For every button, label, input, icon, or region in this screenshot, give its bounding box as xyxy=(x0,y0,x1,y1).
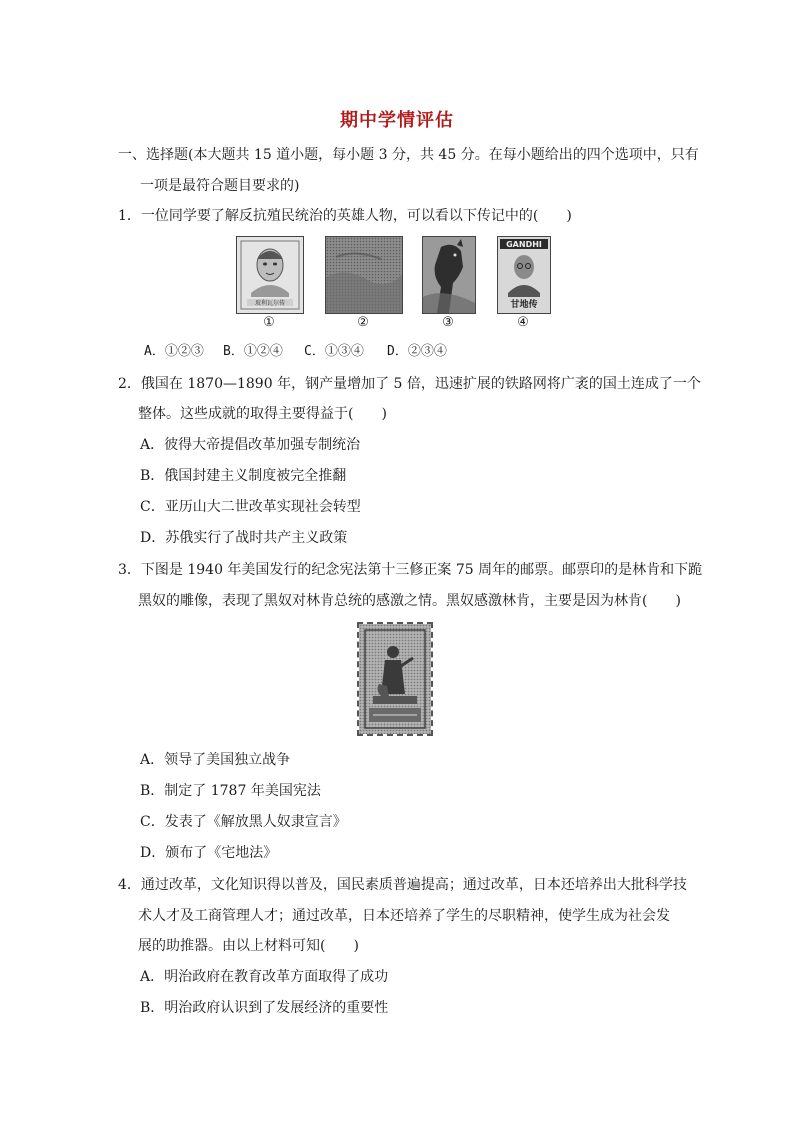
section-instructions-line2: 一项是最符合题目要求的) xyxy=(140,178,300,194)
book-cover-4 xyxy=(497,236,551,314)
book-3-caption: ③ xyxy=(442,315,454,330)
book-1-label: 玻利瓦尔传 xyxy=(254,300,286,307)
book-2-caption: ② xyxy=(357,315,369,330)
question-4-stem-line1: 4．通过改革，文化知识得以普及，国民素质普遍提高；通过改革，日本还培养出大批科学技 xyxy=(118,877,687,893)
q2-option-b: B．俄国封建主义制度被完全推翻 xyxy=(140,468,347,484)
question-3-stem-line1: 3．下图是 1940 年美国发行的纪念宪法第十三修正案 75 周年的邮票。邮票印的是林肯和下跪 xyxy=(118,562,703,578)
q4-option-b: B．明治政府认识到了发展经济的重要性 xyxy=(140,1000,389,1016)
question-1-stem: 1．一位同学要了解反抗殖民统治的英雄人物，可以看以下传记中的( ) xyxy=(118,208,572,224)
q3-option-b: B．制定了 1787 年美国宪法 xyxy=(140,783,321,799)
book-4-caption: ④ xyxy=(517,315,529,330)
q3-option-d: D．颁布了《宅地法》 xyxy=(140,845,278,861)
q1-option-d: D．②③④ xyxy=(387,344,447,359)
question-2-stem-line1: 2．俄国在 1870—1890 年，钢产量增加了 5 倍，迅速扩展的铁路网将广袤的国土连成了一个 xyxy=(118,376,701,392)
book-cover-3 xyxy=(422,236,476,314)
book-4-top-label: GANDHI xyxy=(506,240,542,249)
q2-option-c: C．亚历山大二世改革实现社会转型 xyxy=(140,499,361,515)
question-4-stem-line2: 术人才及工商管理人才；通过改革，日本还培养了学生的尽职精神，使学生成为社会发 xyxy=(138,908,670,924)
q1-option-c: C．①③④ xyxy=(304,344,364,359)
section-instructions-line1: 一、选择题(本大题共 15 道小题，每小题 3 分，共 45 分。在每小题给出的四个选项中，只有 xyxy=(118,147,699,163)
question-4-stem-line3: 展的助推器。由以上材料可知( ) xyxy=(138,938,359,954)
question-2-stem-line2: 整体。这些成就的取得主要得益于( ) xyxy=(138,406,387,422)
lincoln-stamp-icon xyxy=(359,624,431,734)
q3-option-a: A．领导了美国独立战争 xyxy=(140,752,291,768)
q1-option-b: B．①②④ xyxy=(223,344,283,359)
book-cover-2 xyxy=(325,236,403,314)
q2-option-d: D．苏俄实行了战时共产主义政策 xyxy=(140,530,348,546)
book-4-bottom-label: 甘地传 xyxy=(510,300,538,310)
book-1-caption: ① xyxy=(263,315,275,330)
horse-book-cover-icon xyxy=(423,237,475,313)
q2-option-a: A．彼得大帝提倡改革加强专制统治 xyxy=(140,437,361,453)
textured-book-cover-icon xyxy=(326,237,402,313)
portrait-book-cover-icon xyxy=(237,237,303,313)
book-cover-1 xyxy=(236,236,304,314)
q4-option-a: A．明治政府在教育改革方面取得了成功 xyxy=(140,969,389,985)
page-title: 期中学情评估 xyxy=(340,110,454,131)
q1-option-a: A．①②③ xyxy=(144,344,204,359)
lincoln-stamp xyxy=(357,622,433,736)
gandhi-book-cover-icon xyxy=(498,237,550,313)
question-3-stem-line2: 黑奴的雕像，表现了黑奴对林肯总统的感激之情。黑奴感激林肯，主要是因为林肯( ) xyxy=(138,593,681,609)
q3-option-c: C．发表了《解放黑人奴隶宣言》 xyxy=(140,814,347,830)
